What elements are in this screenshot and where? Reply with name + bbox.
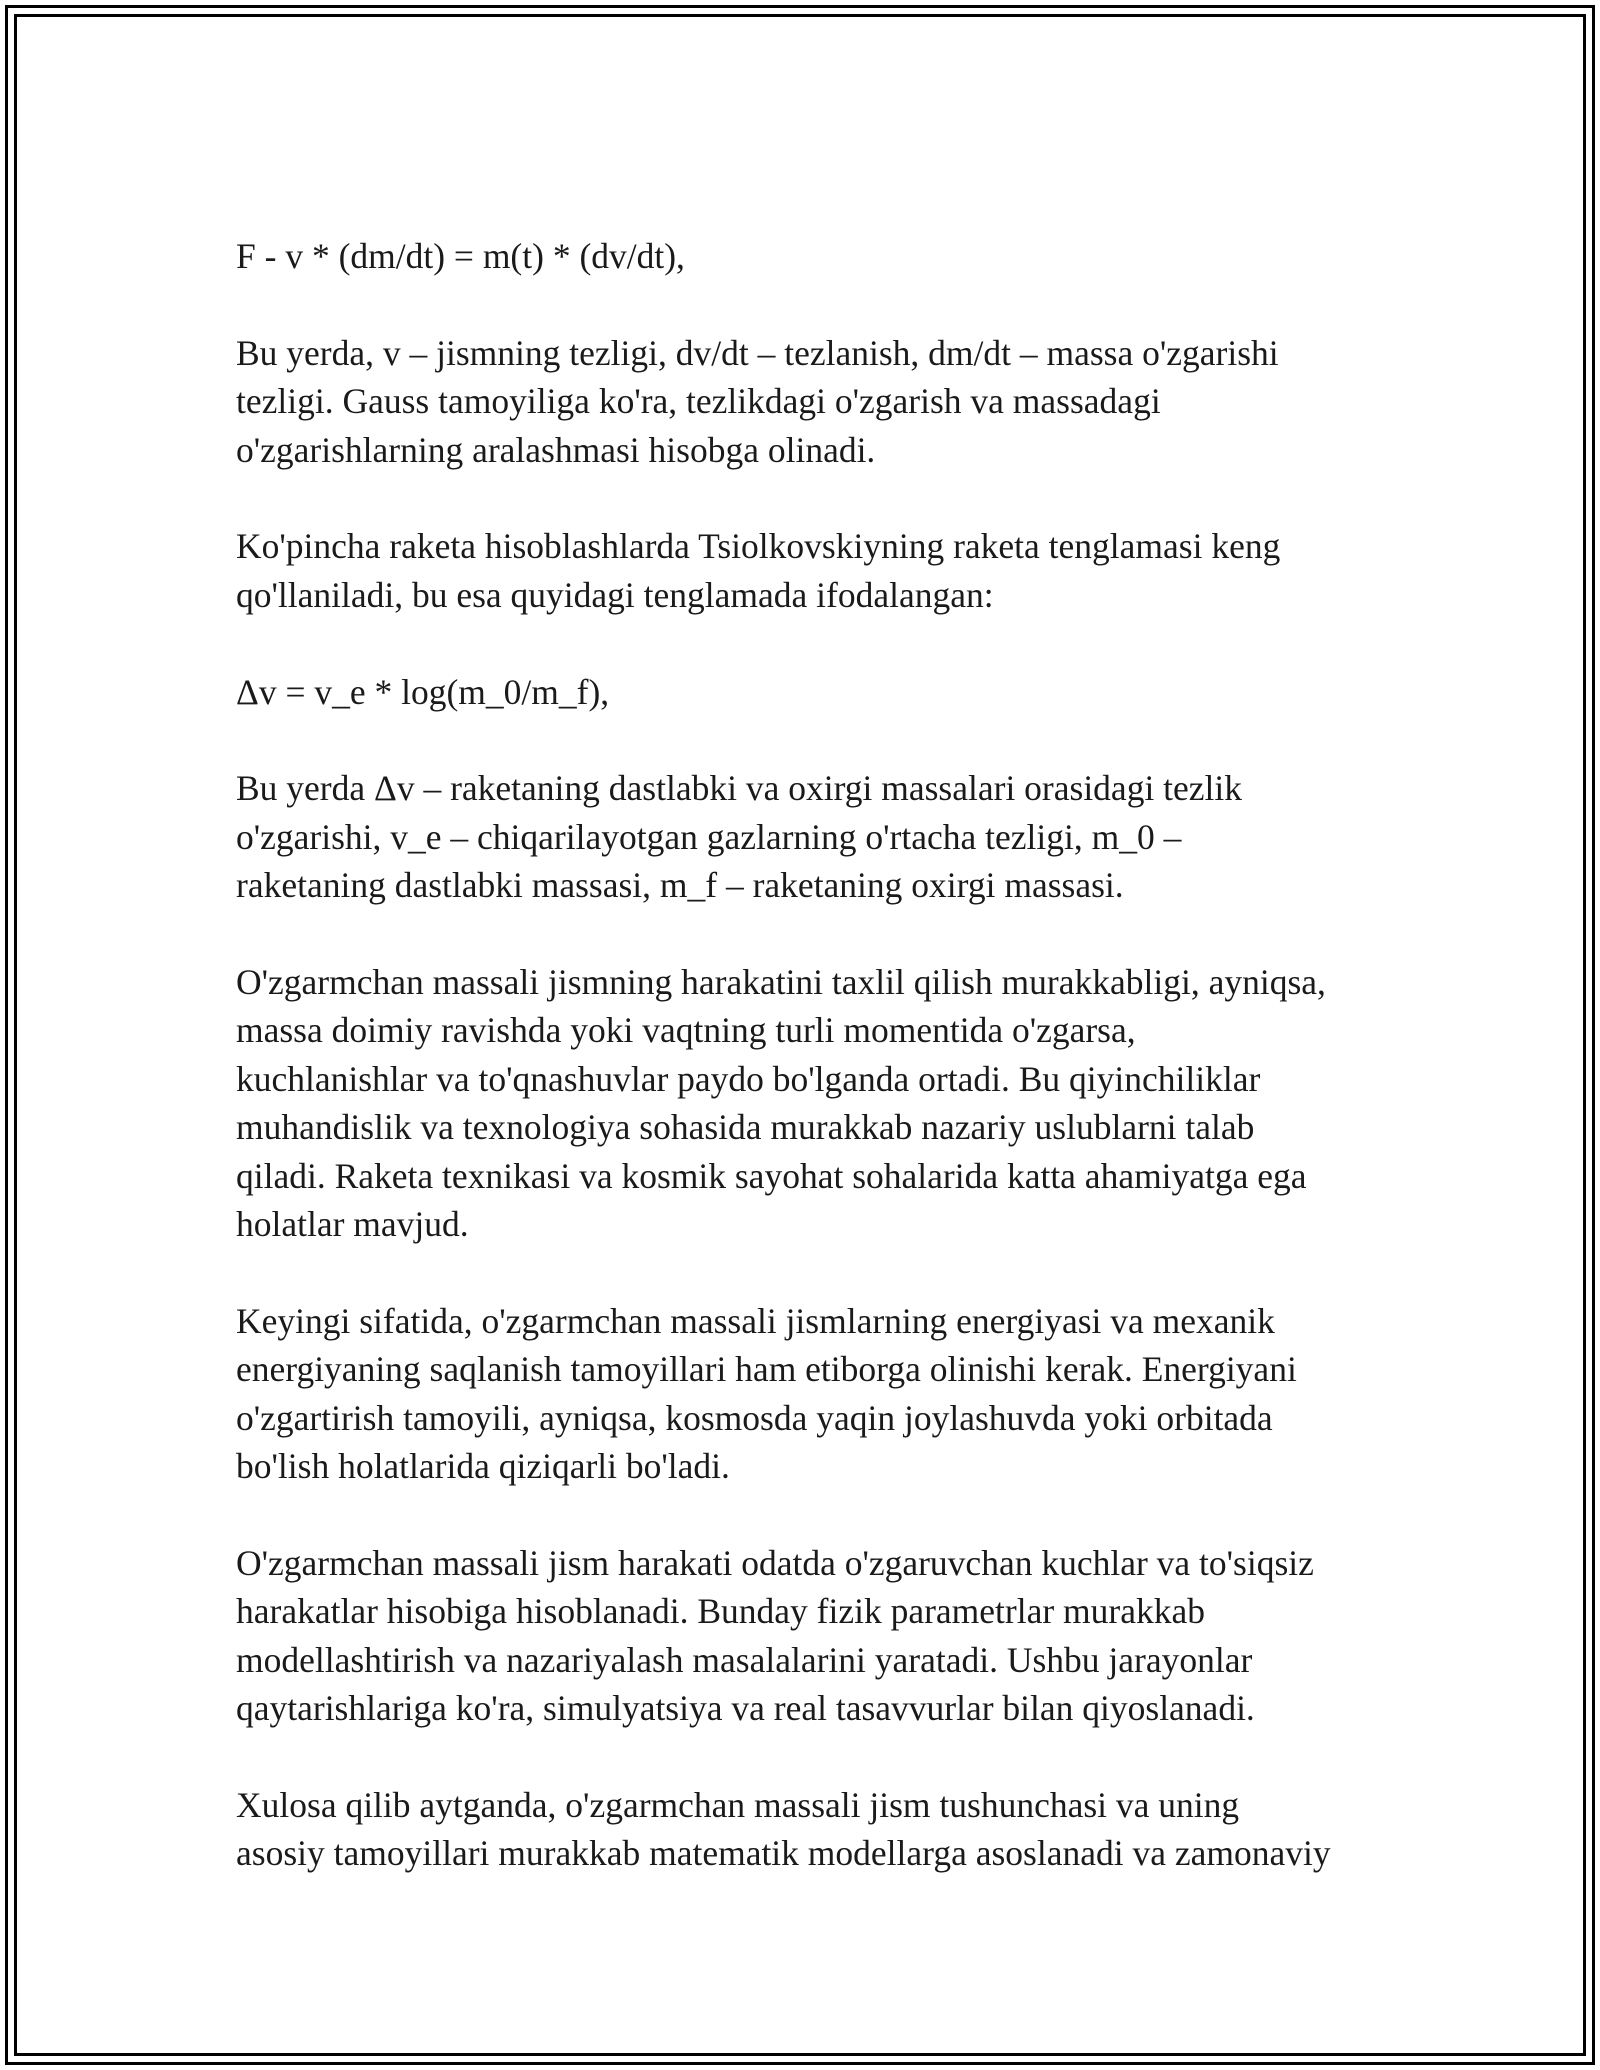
paragraph-energy: Keyingi sifatida, o'zgarmchan massali jismlarning energiyasi va mexanik energiyaning saqlanish tamoyillari ham etiborga olinishi kerak. Energiyani o'zgartirish tamoyili, ayniqsa, kosmosda yaqin joylashuvda yoki orbitada bo'lish holatlarida qiziqarli bo'ladi. <box>236 1300 1297 1487</box>
document-body <box>236 232 1376 1926</box>
paragraph-tsiolkovsky-intro: Ko'pincha raketa hisoblashlarda Tsiolkovskiyning raketa tenglamasi keng qo'llaniladi, bu esa quyidagi tenglamada ifodalangan: <box>236 526 1281 615</box>
equation-tsiolkovsky: Δv = v_e * log(m_0/m_f), <box>236 671 610 712</box>
paragraph-conclusion: Xulosa qilib aytganda, o'zgarmchan massali jism tushunchasi va uning asosiy tamoyillari murakkab matematik modellarga asoslanadi va zamonaviy <box>236 1784 1331 1874</box>
paragraph-tsiolkovsky-variables: Bu yerda Δv – raketaning dastlabki va oxirgi massalari orasidagi tezlik o'zgarishi, v_e – chiqarilayotgan gazlarning o'rtacha tezligi, m_0 – raketaning dastlabki massasi, m_f – raketaning oxirgi massasi. <box>236 768 1243 906</box>
paragraph-modelling: O'zgarmchan massali jism harakati odatda o'zgaruvchan kuchlar va to'siqsiz harakatlar hisobiga hisoblanadi. Bunday fizik parametrlar murakkab modellashtirish va nazariyalash masalalarini yaratadi. Ushbu jarayonlar qaytarishlariga ko'ra, simulyatsiya va real tasavvurlar bilan qiyoslanadi. <box>236 1542 1314 1729</box>
equation-force: F - v * (dm/dt) = m(t) * (dv/dt), <box>236 236 685 276</box>
paragraph-complexity: O'zgarmchan massali jismning harakatini taxlil qilish murakkabligi, ayniqsa, massa doimiy ravishda yoki vaqtning turli momentida o'zgarsa, kuchlanishlar va to'qnashuvlar paydo bo'lganda ortadi. Bu qiyinchiliklar muhandislik va texnologiya sohasida murakkab nazariy uslublarni talab qiladi. Raketa texnikasi va kosmik sayohat sohalarida katta ahamiyatga ega holatlar mavjud. <box>236 962 1326 1245</box>
paragraph-variables: Bu yerda, v – jismning tezligi, dv/dt – tezlanish, dm/dt – massa o'zgarishi tezligi. Gauss tamoyiliga ko'ra, tezlikdagi o'zgarish va massadagi o'zgarishlarning aralashmasi hisobga olinadi. <box>236 332 1279 470</box>
